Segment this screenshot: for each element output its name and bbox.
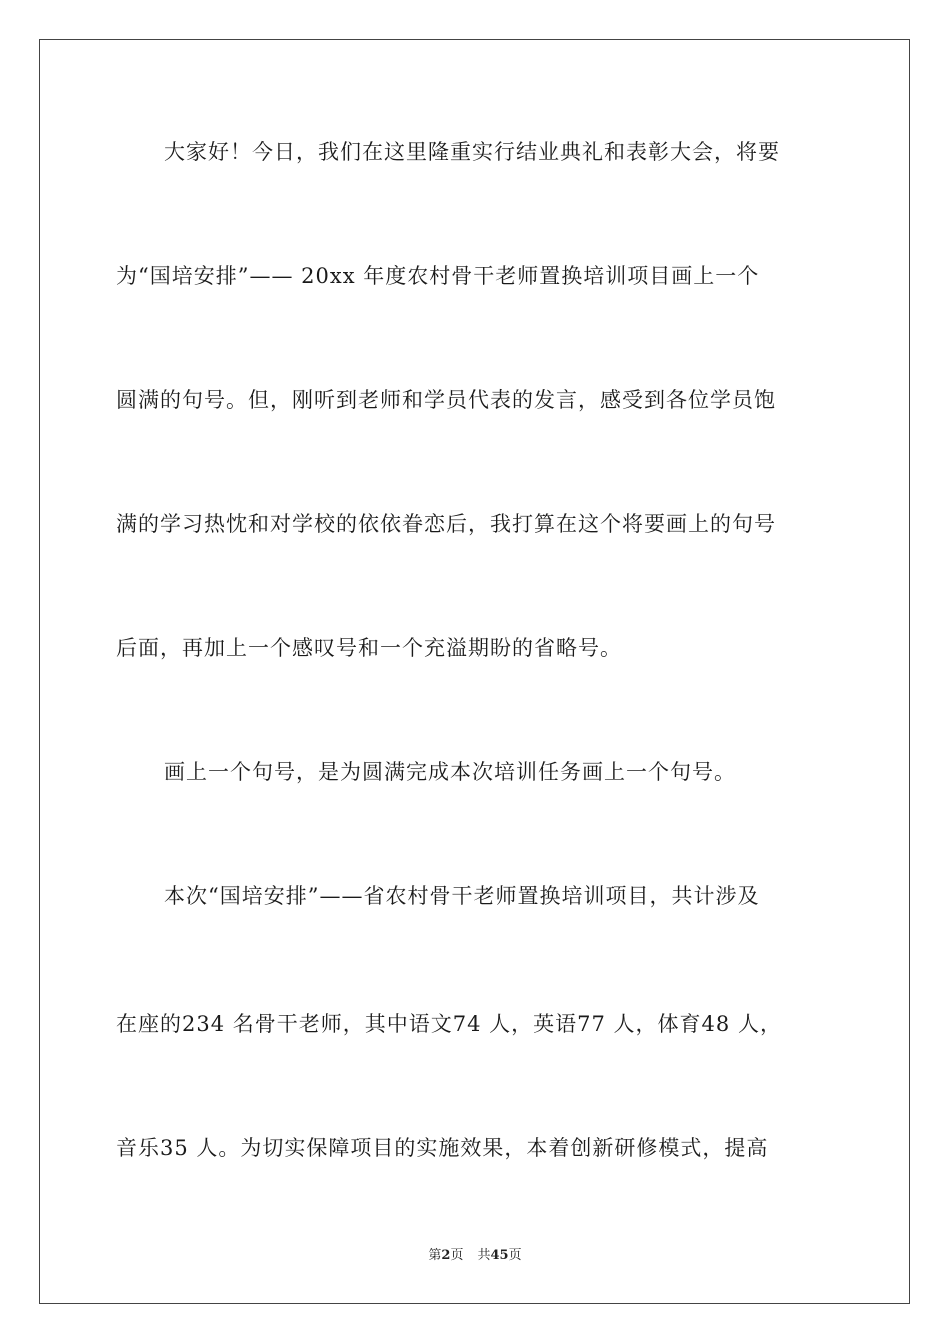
- page-prefix: 第: [428, 1248, 442, 1263]
- total-suffix: 页: [508, 1248, 522, 1263]
- paragraph-line: 为“国培安排”—— 20xx 年度农村骨干老师置换培训项目画上一个: [116, 264, 760, 288]
- paragraph-line: 本次“国培安排”——省农村骨干老师置换培训项目，共计涉及: [164, 884, 760, 908]
- paragraph-line: 大家好！今日，我们在这里隆重实行结业典礼和表彰大会，将要: [164, 140, 780, 164]
- total-pages: 45: [490, 1248, 509, 1263]
- page-footer: [0, 1247, 950, 1265]
- page-suffix: 页: [450, 1248, 464, 1263]
- paragraph-line: 后面，再加上一个感叹号和一个充溢期盼的省略号。: [116, 636, 622, 660]
- page-border: [39, 39, 910, 1304]
- paragraph-line: 画上一个句号，是为圆满完成本次培训任务画上一个句号。: [164, 760, 736, 784]
- page-number: 2: [441, 1248, 451, 1263]
- paragraph-line: 圆满的句号。但，刚听到老师和学员代表的发言，感受到各位学员饱: [116, 388, 776, 412]
- paragraph-line: 满的学习热忱和对学校的依依眷恋后，我打算在这个将要画上的句号: [116, 512, 776, 536]
- paragraph-line: 在座的234 名骨干老师，其中语文74 人，英语77 人，体育48 人，: [116, 1012, 782, 1036]
- total-prefix: 共: [477, 1248, 491, 1263]
- paragraph-line: 音乐35 人。为切实保障项目的实施效果，本着创新研修模式，提高: [116, 1136, 769, 1160]
